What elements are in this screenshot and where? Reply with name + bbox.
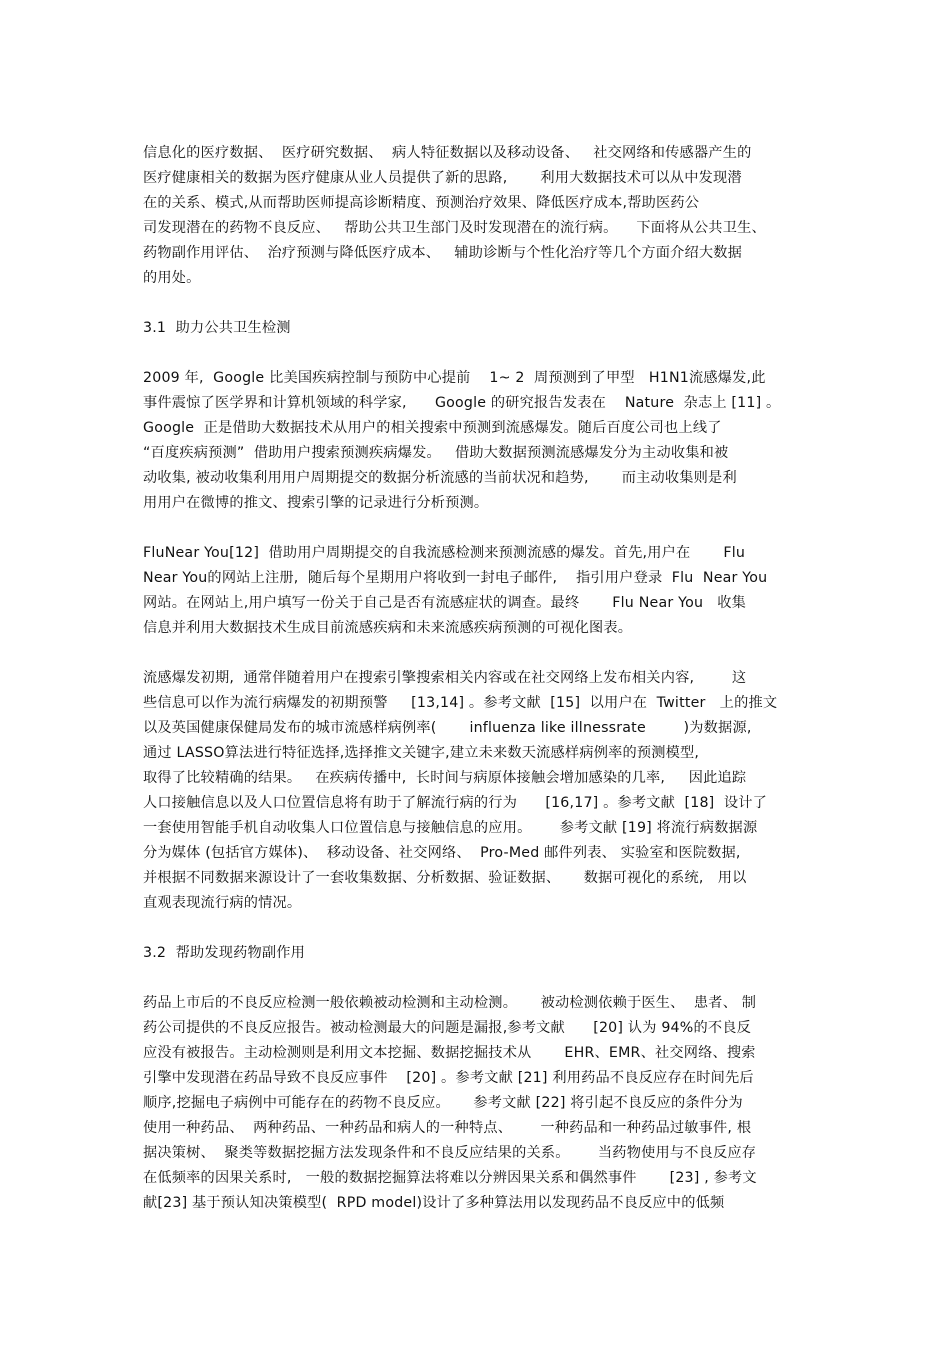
body-text-line: 在的关系、模式,从而帮助医师提高诊断精度、预测治疗效果、降低医疗成本,帮助医药公 [143, 195, 700, 211]
body-text-line: 引擎中发现潜在药品导致不良反应事件 [20] 。参考文献 [21] 利用药品不良反应存在时间先后 [143, 1070, 754, 1086]
body-text-line: Google 正是借助大数据技术从用户的相关搜索中预测到流感爆发。随后百度公司也上线了 [143, 420, 722, 436]
body-text-line: 据决策树、 聚类等数据挖掘方法发现条件和不良反应结果的关系。 当药物使用与不良反应存 [143, 1145, 757, 1161]
body-text-line: 药物副作用评估、 治疗预测与降低医疗成本、 辅助诊断与个性化治疗等几个方面介绍大数据 [143, 245, 743, 261]
body-text-line: 动收集, 被动收集利用用户周期提交的数据分析流感的当前状况和趋势, 而主动收集则是利 [143, 470, 737, 486]
body-text-line: FluNear You[12] 借助用户周期提交的自我流感检测来预测流感的爆发。首先,用户在 Flu [143, 545, 746, 561]
body-text-line: Near You的网站上注册, 随后每个星期用户将收到一封电子邮件, 指引用户登录 Flu Near You [143, 570, 768, 586]
body-text-line: 使用一种药品、 两种药品、一种药品和病人的一种特点、 一种药品和一种药品过敏事件, 根 [143, 1120, 752, 1136]
section-heading-3-1: 3.1 助力公共卫生检测 [143, 320, 291, 336]
body-text-line: 分为媒体 (包括官方媒体)、 移动设备、社交网络、 Pro-Med 邮件列表、 实验室和医院数据, [143, 845, 741, 861]
body-text-line: 取得了比较精确的结果。 在疾病传播中, 长时间与病原体接触会增加感染的几率, 因此追踪 [143, 770, 747, 786]
body-text-line: “百度疾病预测” 借助用户搜索预测疾病爆发。 借助大数据预测流感爆发分为主动收集和被 [143, 445, 729, 461]
body-text-line: 直观表现流行病的情况。 [143, 895, 302, 911]
body-text-line: 通过 LASSO算法进行特征选择,选择推文关键字,建立未来数天流感样病例率的预测模型, [143, 745, 700, 761]
body-text-line: 在低频率的因果关系时, 一般的数据挖掘算法将难以分辨因果关系和偶然事件 [23] , 参考文 [143, 1170, 757, 1186]
body-text-line: 用用户在微博的推文、搜索引擎的记录进行分析预测。 [143, 495, 489, 511]
body-text-line: 信息并利用大数据技术生成目前流感疾病和未来流感疾病预测的可视化图表。 [143, 620, 633, 636]
body-text-line: 些信息可以作为流行病爆发的初期预警 [13,14] 。参考文献 [15] 以用户在 Twitter 上的推文 [143, 695, 778, 711]
body-text-line: 献[23] 基于预认知决策模型( RPD model)设计了多种算法用以发现药品不良反应中的低频 [143, 1195, 725, 1211]
body-text-line: 顺序,挖掘电子病例中可能存在的药物不良反应。 参考文献 [22] 将引起不良反应的条件分为 [143, 1095, 743, 1111]
body-text-line: 以及英国健康保健局发布的城市流感样病例率( influenza like illnessrate )为数据源, [143, 720, 752, 736]
body-text-line: 一套使用智能手机自动收集人口位置信息与接触信息的应用。 参考文献 [19] 将流行病数据源 [143, 820, 758, 836]
body-text-line: 应没有被报告。主动检测则是利用文本挖掘、数据挖掘技术从 EHR、EMR、社交网络、搜索 [143, 1045, 756, 1061]
body-text-line: 事件震惊了医学界和计算机领域的科学家, Google 的研究报告发表在 Nature 杂志上 [11] 。 [143, 395, 781, 411]
body-text-line: 网站。在网站上,用户填写一份关于自己是否有流感症状的调查。最终 Flu Near You 收集 [143, 595, 747, 611]
body-text-line: 医疗健康相关的数据为医疗健康从业人员提供了新的思路, 利用大数据技术可以从中发现潜 [143, 170, 742, 186]
body-text-line: 司发现潜在的药物不良反应、 帮助公共卫生部门及时发现潜在的流行病。 下面将从公共卫生、 [143, 220, 766, 236]
body-text-line: 药品上市后的不良反应检测一般依赖被动检测和主动检测。 被动检测依赖于医生、 患者、 制 [143, 995, 757, 1011]
body-text-line: 人口接触信息以及人口位置信息将有助于了解流行病的行为 [16,17] 。参考文献 [18] 设计了 [143, 795, 767, 811]
body-text-line: 流感爆发初期, 通常伴随着用户在搜索引擎搜索相关内容或在社交网络上发布相关内容, 这 [143, 670, 747, 686]
section-heading-3-2: 3.2 帮助发现药物副作用 [143, 945, 306, 961]
body-text-line: 信息化的医疗数据、 医疗研究数据、 病人特征数据以及移动设备、 社交网络和传感器产生的 [143, 145, 752, 161]
body-text-line: 并根据不同数据来源设计了一套收集数据、分析数据、验证数据、 数据可视化的系统, 用以 [143, 870, 747, 886]
body-text-line: 药公司提供的不良反应报告。被动检测最大的问题是漏报,参考文献 [20] 认为 94%的不良反 [143, 1020, 752, 1036]
body-text-line: 2009 年, Google 比美国疾病控制与预防中心提前 1~ 2 周预测到了甲型 H1N1流感爆发,此 [143, 370, 766, 386]
body-text-line: 的用处。 [143, 270, 201, 286]
